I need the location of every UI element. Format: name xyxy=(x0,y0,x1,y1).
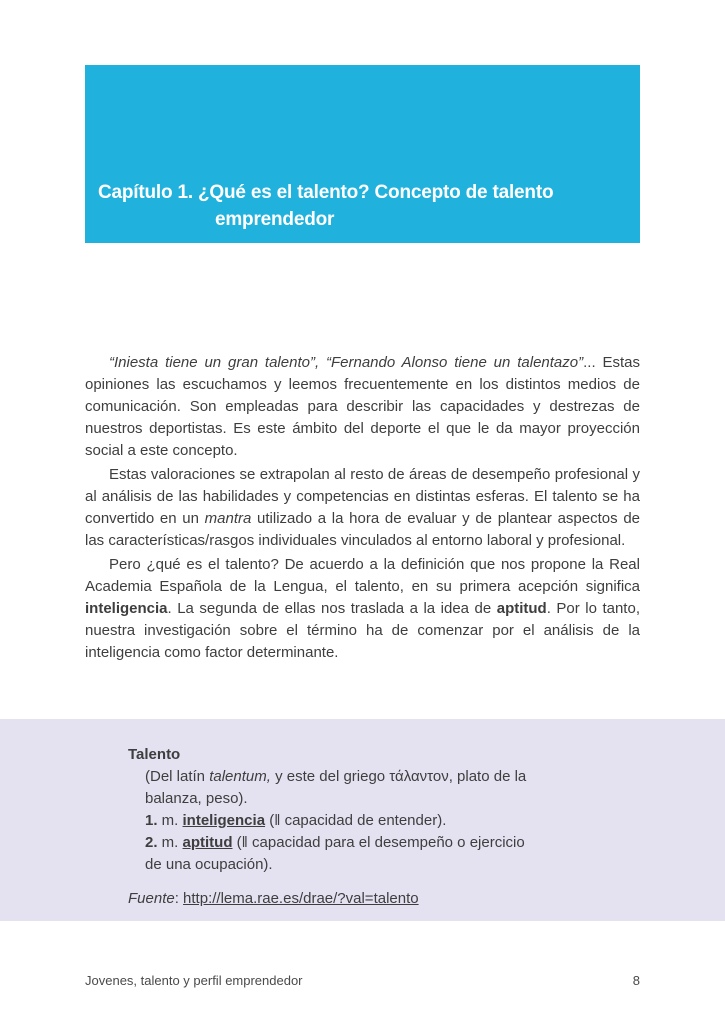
paragraph-2-text-a: Estas valoraciones se extrapolan al resto de áreas de desempeño profesional y al análisis de las habilidades y competencias en distintas esferas. El talento se ha convertido en un xyxy=(85,466,640,527)
sense-1 xyxy=(145,810,685,832)
etymology-line1 xyxy=(145,766,685,788)
sense-1-number: 1. xyxy=(145,812,158,829)
source-line xyxy=(128,888,685,910)
chapter-header-band xyxy=(85,65,640,243)
definition-body xyxy=(145,766,685,876)
paragraph-1-text: ... Estas opiniones las escuchamos y leemos frecuentemente en los distintos medios de comunicación. Son empleadas para describir las capacidades y destrezas de nuestros deportistas. Es este ámbito del deporte el que le da mayor proyección social a este concepto. xyxy=(85,354,641,459)
paragraph-2 xyxy=(85,464,640,552)
etymology-line2: balanza, peso). xyxy=(145,790,248,807)
bold-word-inteligencia: inteligencia xyxy=(85,600,168,617)
source-link[interactable]: http://lema.rae.es/drae/?val=talento xyxy=(183,890,419,907)
sense-2-number: 2. xyxy=(145,834,158,851)
sense-2-word: aptitud xyxy=(182,834,233,851)
sense-1-gloss: (‖ capacidad de entender). xyxy=(265,812,447,829)
sense-2 xyxy=(145,832,685,854)
body-text xyxy=(85,352,640,666)
paragraph-2-text-b: utilizado a la hora de evaluar y de plantear aspectos de las características/rasgos individuales vinculados al entorno laboral y profesional. xyxy=(85,510,640,549)
sense-2-continuation: de una ocupación). xyxy=(145,856,273,873)
etymology-post: y este del griego τάλαντον, plato de la xyxy=(270,768,527,785)
footer-book-title: Jovenes, talento y perfil emprendedor xyxy=(85,973,303,988)
italic-word-mantra: mantra xyxy=(204,510,252,527)
etymology-latin-word: talentum, xyxy=(209,768,271,785)
paragraph-3 xyxy=(85,554,640,664)
etymology-pre: (Del latín xyxy=(145,768,210,785)
paragraph-1 xyxy=(85,352,640,462)
footer-page-number: 8 xyxy=(632,973,640,988)
quote-text: “Iniesta tiene un gran talento”, “Fernando Alonso tiene un talentazo” xyxy=(109,354,584,371)
page-footer xyxy=(85,973,640,988)
bold-word-aptitud: aptitud xyxy=(496,600,547,617)
chapter-title-line1: Capítulo 1. ¿Qué es el talento? Concepto de talento xyxy=(98,182,554,203)
paragraph-3-text-b: . La segunda de ellas nos traslada a la idea de xyxy=(167,600,497,617)
sense-1-pos: m. xyxy=(157,812,183,829)
chapter-title-line2: emprendedor xyxy=(215,209,335,230)
source-separator: : xyxy=(174,890,184,907)
paragraph-3-text-c: . Por lo tanto, nuestra investigación sobre el término ha de comenzar por el análisis de la inteligencia como factor determinante. xyxy=(85,600,640,661)
definition-box xyxy=(0,719,725,921)
source-label: Fuente xyxy=(128,890,175,907)
sense-1-word: inteligencia xyxy=(182,812,266,829)
sense-2-gloss: (‖ capacidad para el desempeño o ejercicio xyxy=(232,834,525,851)
sense-2-pos: m. xyxy=(157,834,183,851)
definition-term: Talento xyxy=(128,746,181,763)
paragraph-3-text-a: Pero ¿qué es el talento? De acuerdo a la definición que nos propone la Real Academia Española de la Lengua, el talento, en su primera acepción significa xyxy=(85,556,640,595)
chapter-title xyxy=(98,179,640,233)
